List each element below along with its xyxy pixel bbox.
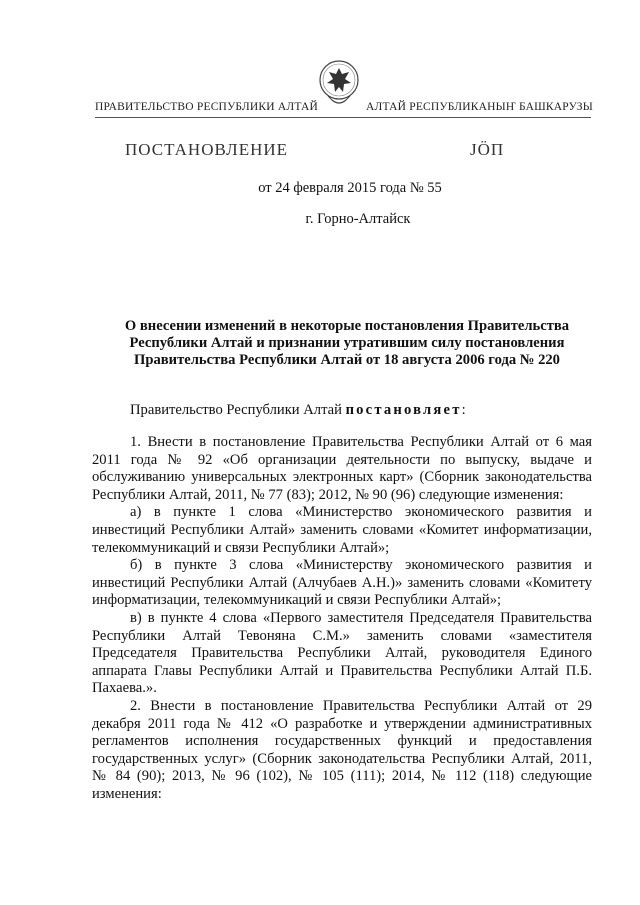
document-title: О внесении изменений в некоторые постановления Правительства Республики Алтай и признании утратившим силу постановления Правительства Республики Алтай от 18 августа 2006 года № 220 xyxy=(124,318,570,368)
document-body xyxy=(92,434,592,803)
government-name-altai: АЛТАЙ РЕСПУБЛИКАНЫҤ БАШКАРУЗЫ xyxy=(366,101,593,113)
body-paragraph: в) в пункте 4 слова «Первого заместителя Председателя Правительства Республики Алтай Тевоняна С.М.» заменить словами «заместителя Председателя Правительства Республики Алтай, руководителя Единого аппарата Главы Республики Алтай и Правительства Республики Алтай П.Б. Пахаева.». xyxy=(92,609,592,697)
body-paragraph: б) в пункте 3 слова «Министерству экономического развития и инвестиций Республики Алтай (Алчубаев А.Н.)» заменить словами «Комитету информатизации, телекоммуникаций и связи Республики Алтай»; xyxy=(92,557,592,609)
government-name-russian: ПРАВИТЕЛЬСТВО РЕСПУБЛИКИ АЛТАЙ xyxy=(95,101,319,113)
header-divider xyxy=(95,117,591,118)
enacting-clause-prefix: Правительство Республики Алтай xyxy=(130,402,346,418)
body-paragraph: 2. Внести в постановление Правительства Республики Алтай от 29 декабря 2011 года № 412 «О разработке и утверждении административных регламентов исполнения государственных функций и предоставления государственных услуг» (Сборник законодательства Республики Алтай, 2011, № 84 (90); 2013, № 96 (102), № 105 (111); 2014, № 112 (118) следующие изменения: xyxy=(92,697,592,802)
enacting-clause-suffix: : xyxy=(461,402,466,418)
document-date-number: от 24 февраля 2015 года № 55 xyxy=(258,180,442,196)
republic-altai-emblem-icon xyxy=(316,56,362,112)
document-type-altai: ЈÖП xyxy=(470,140,505,159)
body-paragraph: 1. Внести в постановление Правительства Республики Алтай от 6 мая 2011 года № 92 «Об организации деятельности по выпуску, выдаче и обслуживанию универсальных электронных карт» (Сборник законодательства Республики Алтай, 2011, № 77 (83); 2012, № 90 (96) следующие изменения: xyxy=(92,434,592,503)
body-paragraph: а) в пункте 1 слова «Министерство экономического развития и инвестиций Республики Алтай» заменить словами «Комитет информатизации, телекоммуникаций и связи Республики Алтай»; xyxy=(92,504,592,556)
enacting-clause-verb: постановляет xyxy=(345,402,462,418)
enacting-clause xyxy=(130,402,466,419)
document-type-russian: ПОСТАНОВЛЕНИЕ xyxy=(125,140,289,159)
document-city: г. Горно-Алтайск xyxy=(305,211,411,227)
